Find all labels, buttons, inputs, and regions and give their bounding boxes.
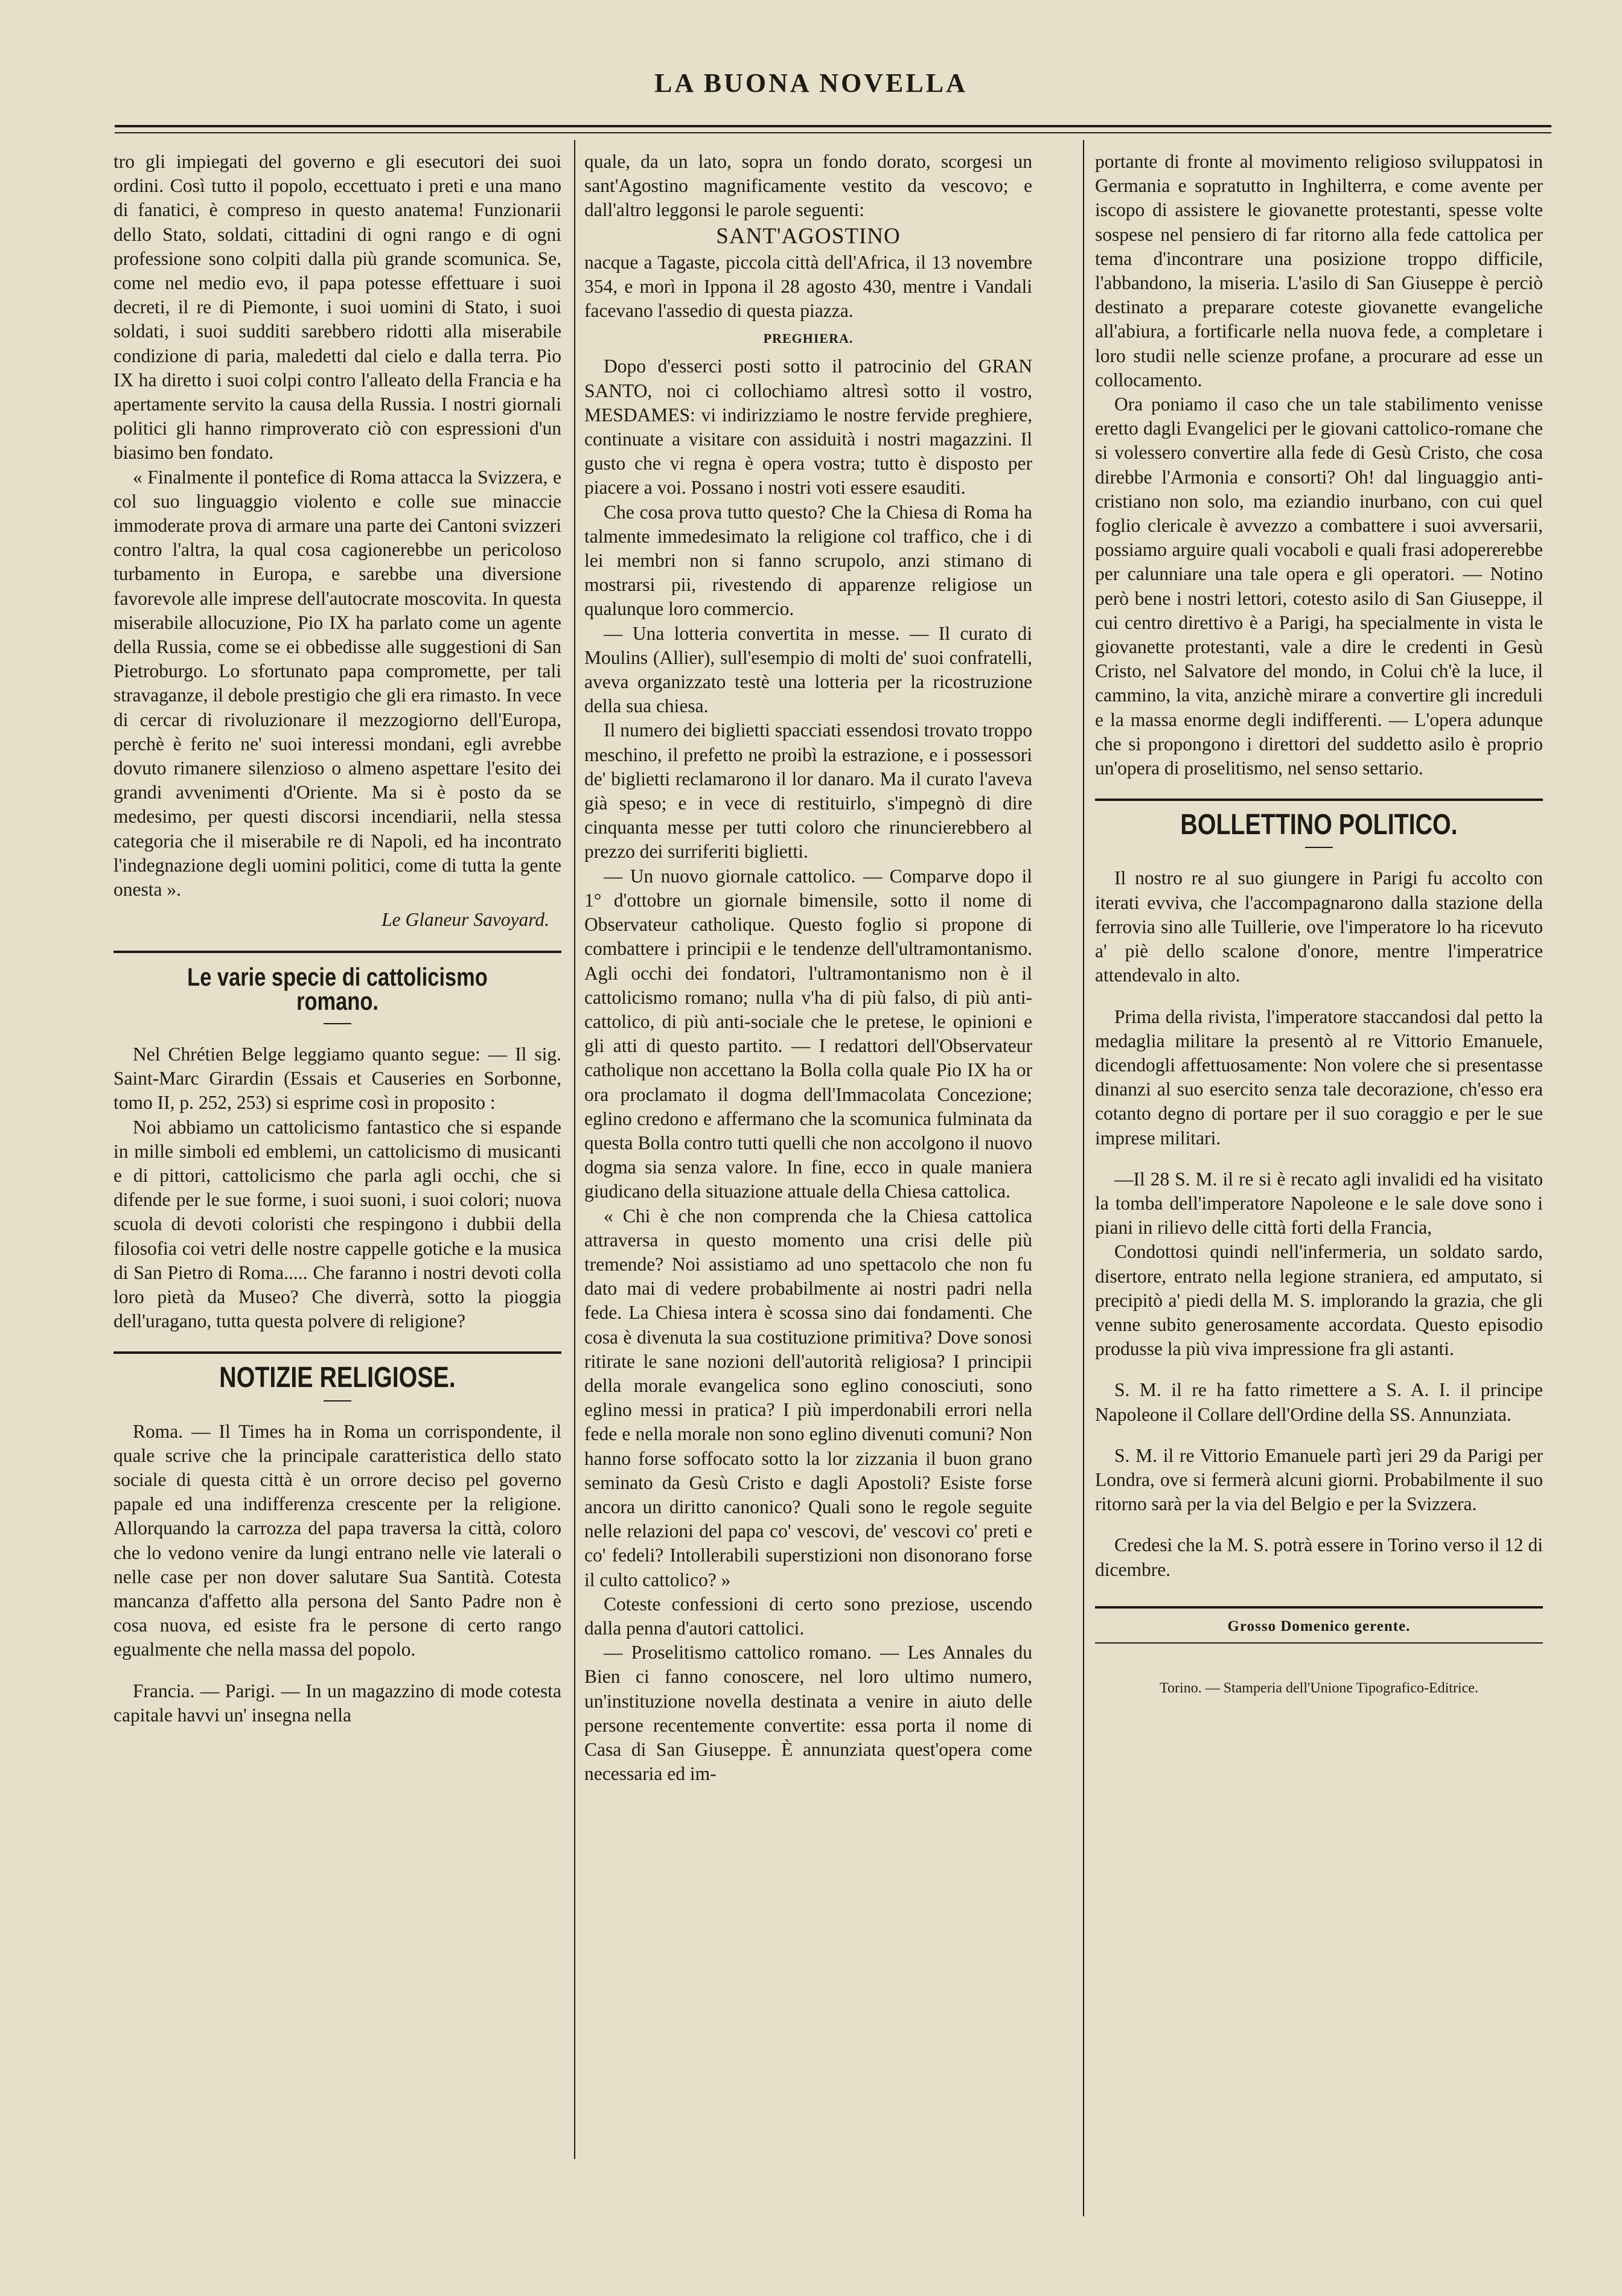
section-rule bbox=[113, 951, 561, 953]
column-divider-1 bbox=[574, 140, 575, 2159]
column-divider-2 bbox=[1083, 140, 1084, 2216]
paragraph: nacque a Tagaste, piccola città dell'Africa, il 13 novembre 354, e morì in Ippona il 28 agosto 430, mentre i Vandali facevano l'assedio di questa piazza. bbox=[584, 251, 1032, 322]
section-title-bollettino-politico: BOLLETTINO POLITICO. bbox=[1180, 809, 1458, 841]
prayer-heading: PREGHIERA. bbox=[763, 331, 854, 346]
paragraph: « Chi è che non comprenda che la Chiesa cattolica attraversa in questo momento una crisi delle più tremende? Noi assistiamo ad uno spettacolo che non fu dato mai di vedere probabilmente ai nostri padri nella fede. La Chiesa intera è scossa sino dai fondamenti. Che cosa è divenuta la sua costituzione primitiva? Dove sonosi ritirate le sane nozioni dell'autorità religiosa? I principii della morale evangelica sono eglino conosciuti, sono eglino messi in pratica? I più imperdonabili errori nella fede e nella morale non sono eglino divenuti comuni? Non hanno forse soffocato sotto la lor zizzania il buon grano seminato da Gesù Cristo e dagli Apostoli? Esiste forse ancora un diritto canonico? Quali sono le regole seguite nelle relazioni del papa co' vescovi, de' vescovi co' preti e co' fedeli? Intollerabili superstizioni non disonorano forse il culto cattolico? » bbox=[584, 1205, 1032, 1590]
masthead-rule-thick bbox=[115, 125, 1551, 127]
paragraph: quale, da un lato, sopra un fondo dorato, scorgesi un sant'Agostino magnificamente vestito da vescovo; e dall'altro leggonsi le parole seguenti: bbox=[584, 151, 1032, 221]
article-title-varie-specie: Le varie specie di cattolicismo romano. bbox=[187, 962, 488, 1015]
section-rule bbox=[113, 1351, 561, 1354]
paragraph: Credesi che la M. S. potrà essere in Torino verso il 12 di dicembre. bbox=[1095, 1534, 1543, 1580]
printer-imprint: Torino. — Stamperia dell'Unione Tipografico-Editrice. bbox=[1160, 1680, 1478, 1696]
paragraph: Il nostro re al suo giungere in Parigi fu accolto con iterati evviva, che l'accompagnarono dalla stazione della ferrovia sino alle Tuillerie, ove l'imperatore lo ha ricevuto a' piè dello scalone d'onore, mentre l'imperatrice attendevalo in alto. bbox=[1095, 867, 1543, 986]
gerente-line: Grosso Domenico gerente. bbox=[1227, 1618, 1411, 1634]
paragraph: —Il 28 S. M. il re si è recato agli invalidi ed ha visitato la tomba dell'imperatore Napoleone e le sale dove sono i piani in rilievo delle città forti della Francia, bbox=[1095, 1168, 1543, 1239]
masthead-title: LA BUONA NOVELLA bbox=[654, 68, 968, 98]
section-rule bbox=[1095, 799, 1543, 801]
masthead-rule-thin bbox=[115, 132, 1551, 133]
paragraph: — Proselitismo cattolico romano. — Les Annales du Bien ci fanno conoscere, nel loro ultimo numero, un'instituzione novella destinata a venire in aiuto delle persone recentemente convertite: essa porta il nome di Casa di San Giuseppe. È annunziata quest'opera come necessaria ed im- bbox=[584, 1642, 1032, 1785]
closing-rule-thin bbox=[1095, 1642, 1543, 1644]
paragraph: Ora poniamo il caso che un tale stabilimento venisse eretto dagli Evangelici per le giovani cattolico-romane che si volessero convertire alla fede di Gesù Cristo, che cosa direbbe l'Armonia e consorti? Oh! dal linguaggio anti-cristiano non solo, ma eziandio inurbano, con cui quel foglio clericale è avvezzo a combattere i suoi avversarii, possiamo arguire quali vocaboli e quali frasi adopererebbe per calunniare una tale opera e gli operatori. — Notino però bene i nostri lettori, cotesto asilo di San Giuseppe, il cui centro direttivo è a Parigi, ha specialmente in vista le giovanette protestanti, vale a dire le credenti in Gesù Cristo, nel Salvatore del mondo, in Colui ch'è la luce, il cammino, la vita, anzichè mirare a convertire gli increduli e la massa enorme degli indifferenti. — L'opera adunque che si propongono i direttori del suddetto asilo è proprio un'opera di proselitismo, nel senso settario. bbox=[1095, 394, 1543, 779]
column-1 bbox=[113, 150, 561, 1727]
article-signature: Le Glaneur Savoyard. bbox=[382, 909, 549, 931]
column-3 bbox=[1095, 150, 1543, 1700]
paragraph: Dopo d'esserci posti sotto il patrocinio del GRAN SANTO, noi ci collochiamo altresì sotto il vostro, MESDAMES: vi indirizziamo le nostre fervide preghiere, continuate a visitare con assiduità i nostri magazzini. Il gusto che vi regna è opera vostra; tutto è disposto per piacere a voi. Possano i nostri voti essere esauditi. bbox=[584, 356, 1032, 499]
paragraph-roma: Roma. — Il Times ha in Roma un corrispondente, il quale scrive che la principale caratteristica dello stato sociale di questa città è un orrore deciso pel governo papale ed una indifferenza crescente per la religione. Allorquando la carrozza del papa traversa la città, coloro che lo vedono venire da lungi entrano nelle vie laterali o nelle case per non dover salutare Sua Santità. Cotesta mancanza d'affetto alla persona del Santo Padre non è cosa nuova, ed esiste fra le persone di certo rango egualmente che nella massa del popolo. bbox=[113, 1420, 561, 1660]
paragraph: « Finalmente il pontefice di Roma attacca la Svizzera, e col suo linguaggio violento e colle sue minaccie immoderate prova di armare una parte dei Cantoni svizzeri contro l'altra, la qual cosa cagionerebbe un pericoloso turbamento in Europa, e sarebbe una diversione favorevole alle imprese dell'autocrate moscovita. In questa miserabile allocuzione, Pio IX ha parlato come un agente della Russia, come se ei obbedisse alle suggestioni di San Pietroburgo. Lo sfortunato papa compromette, per tali stravaganze, il debole prestigio che gli era rimasto. In vece di cercar di rivoluzionare il mezzogiorno dell'Europa, perchè è ferito ne' suoi interessi mondani, egli avrebbe dovuto rimanere silenzioso o almeno aspettare l'esito dei grandi avvenimenti d'Oriente. Ma si è posto da se medesimo, per questi discorsi incendiarii, nella stessa categoria che il miserabile re di Napoli, ed ha incontrato l'indegnazione degli uomini politici, come di tutta la gente onesta ». bbox=[113, 466, 561, 901]
paragraph: Che cosa prova tutto questo? Che la Chiesa di Roma ha talmente immedesimato la religione col traffico, che i di lei membri non si fanno scrupolo, anzi stimano di mostrarsi pii, rivestendo di apparenze religiose un qualunque loro commercio. bbox=[584, 501, 1032, 620]
paragraph: — Una lotteria convertita in messe. — Il curato di Moulins (Allier), sull'esempio di molti de' suoi confratelli, aveva organizzato testè una lotteria per la ricostruzione della sua chiesa. bbox=[584, 622, 1032, 717]
paragraph: Nel Chrétien Belge leggiamo quanto segue: — Il sig. Saint-Marc Girardin (Essais et Causeries en Sorbonne, tomo II, p. 252, 253) si esprime così in proposito : bbox=[113, 1043, 561, 1114]
title-dash bbox=[324, 1400, 351, 1402]
title-dash bbox=[1305, 847, 1333, 848]
paragraph: Coteste confessioni di certo sono preziose, uscendo dalla penna d'autori cattolici. bbox=[584, 1593, 1032, 1639]
column-2 bbox=[584, 150, 1032, 1786]
title-dash bbox=[324, 1023, 351, 1024]
paragraph: Prima della rivista, l'imperatore staccandosi dal petto la medaglia militare la presentò al re Vittorio Emanuele, dicendogli affettuosamente: Non volere che si presentasse dinanzi al suo esercito senza tale decorazione, ch'esso era cotanto degno di portare per il suo coraggio e per le sue imprese militari. bbox=[1095, 1006, 1543, 1149]
paragraph: S. M. il re ha fatto rimettere a S. A. I. il principe Napoleone il Collare dell'Ordine della SS. Annunziata. bbox=[1095, 1379, 1543, 1425]
closing-rule-thick bbox=[1095, 1606, 1543, 1609]
paragraph: — Un nuovo giornale cattolico. — Comparve dopo il 1° d'ottobre un giornale bimensile, sotto il nome di Observateur catholique. Questo foglio si propone di combattere i principii e le tendenze dell'ultramontanismo. Agli occhi dei fondatori, l'ultramontanismo non è il cattolicismo romano; nulla v'ha di più falso, di più anti-cattolico, di più anti-sociale che le pretese, le opinioni e gli atti di questo partito. — I redattori dell'Observateur catholique non accettano la Bolla colla quale Pio IX ha or ora proclamato il dogma dell'Immacolata Concezione; eglino credono e affermano che la scomunica fulminata da questa Bolla contro tutti quelli che non accolgono il nuovo dogma sia senza valore. In fine, ecco in quale maniera giudicano della situazione attuale della Chiesa cattolica. bbox=[584, 865, 1032, 1202]
paragraph: Noi abbiamo un cattolicismo fantastico che si espande in mille simboli ed emblemi, un cattolicismo di musicanti e di pittori, cattolicismo che parla agli occhi, che si difende per le sue forme, i suoi suoni, i suoi colori; nuova scuola di devoti coloristi che respingono i dubbii della filosofia coi vetri delle nostre cappelle gotiche e la musica di San Pietro di Roma..... Che faranno i nostri devoti colla loro pietà da Museo? Che diverrà, sotto la pioggia dell'uragano, tutta questa polvere di religione? bbox=[113, 1116, 561, 1332]
paragraph: Il numero dei biglietti spacciati essendosi trovato troppo meschino, il prefetto ne proibì la estrazione, e i possessori de' biglietti reclamarono il lor danaro. Ma il curato l'aveva già speso; e in vece di restituirlo, s'impegnò di dire cinquanta messe per tutti coloro che rinuncierebbero al prezzo dei surriferiti biglietti. bbox=[584, 719, 1032, 863]
paragraph: tro gli impiegati del governo e gli esecutori dei suoi ordini. Così tutto il popolo, eccettuato i preti e una mano di fanatici, è compreso in questo anatema! Funzionarii dello Stato, soldati, cittadini di ogni rango e di ogni professione sono colpiti dalla più grande scomunica. Se, come nel medio evo, il papa potesse effettuare i suoi decreti, il re di Piemonte, i suoi uomini di Stato, i suoi soldati, i suoi sudditi sarebbero ridotti alla miserabile condizione di paria, maledetti dal cielo e dalla terra. Pio IX ha diretto i suoi colpi contro l'alleato della Francia e ha apertamente servito la causa della Russia. I nostri giornali politici gli hanno rimproverato ciò con espressioni d'un biasimo ben fondato. bbox=[113, 151, 561, 464]
section-title-notizie-religiose: NOTIZIE RELIGIOSE. bbox=[219, 1362, 456, 1394]
paragraph: Condottosi quindi nell'infermeria, un soldato sardo, disertore, entrato nella legione straniera, ed amputato, si precipitò a' piedi della M. S. implorando la grazia, che gli venne subito generosamente accordata. Questo episodio produsse la più viva impressione fra gli astanti. bbox=[1095, 1241, 1543, 1360]
paragraph: S. M. il re Vittorio Emanuele partì jeri 29 da Parigi per Londra, ove si fermerà alcuni giorni. Probabilmente il suo ritorno sarà per la via del Belgio e per la Svizzera. bbox=[1095, 1444, 1543, 1515]
paragraph-francia: Francia. — Parigi. — In un magazzino di mode cotesta capitale havvi un' insegna nella bbox=[113, 1680, 561, 1726]
paragraph: portante di fronte al movimento religioso sviluppatosi in Germania e sopratutto in Inghilterra, e come avente per iscopo di assistere le giovanette protestanti, spesse volte sospese nel pensiero di far ritorno alla fede cattolica per tema d'incontrare una posizione troppo difficile, l'abbandono, la miseria. L'asilo di San Giuseppe è perciò destinato a preparare coteste giovanette evangeliche all'abiura, a fortificarle nella nuova fede, a completare i loro studii nelle scienze profane, a procurare ad esse un collocamento. bbox=[1095, 151, 1543, 391]
sign-heading-sant-agostino: SANT'AGOSTINO bbox=[716, 223, 901, 249]
